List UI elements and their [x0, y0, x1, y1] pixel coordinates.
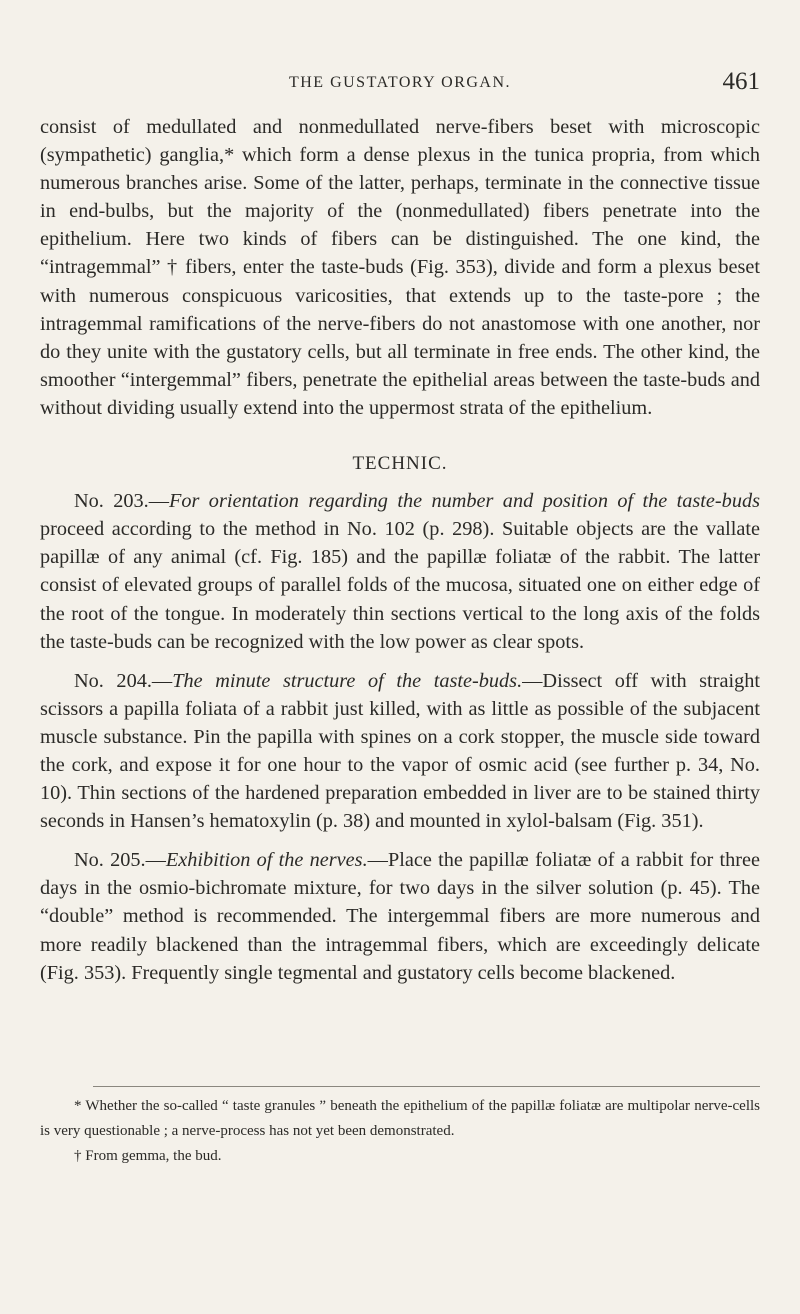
body-text [40, 113, 760, 987]
technic-paragraph-203: No. 203.—For orientation regarding the number and position of the taste-buds proceed according to the method in No. 102 (p. 298). Suitable objects are the vallate papillæ of any animal (cf. Fig. 185) and the papillæ foliatæ of the rabbit. The latter consist of elevated groups of parallel folds of the mucosa, situated one on either edge of the root of the tongue. In moderately thin sections vertical to the long axis of the folds the taste-buds can be recognized with the low power as clear spots. [40, 490, 761, 653]
technic-paragraph-204: No. 204.—The minute structure of the taste-buds.—Dissect off with straight scissors a papilla foliata of a rabbit just killed, with as little as possible of the subjacent muscle substance. Pin the papilla with spines on a cork stopper, the muscle side toward the cork, and expose it for one hour to the vapor of osmic acid (see further p. 34, No. 10). Thin sections of the hardened preparation embedded in liver are to be stained thirty seconds in Hansen’s hematoxylin (p. 38) and mounted in xylol-balsam (Fig. 351). [40, 669, 760, 833]
page-number: 461 [722, 68, 760, 95]
technic-number: No. 204. [74, 669, 152, 692]
technic-paragraph-205: No. 205.—Exhibition of the nerves.—Place the papillæ foliatæ of a rabbit for three days in the osmio-bichromate mixture, for two days in the silver solution (p. 45). The “double” method is recommended. The intergemmal fibers are more numerous and more readily blackened than the intragemmal fibers, which are exceedingly delicate (Fig. 353). Frequently single tegmental and gustatory cells become blackened. [40, 849, 760, 984]
technic-text: Dissect off with straight scissors a papilla foliata of a rabbit just killed, with as little as possible of the subjacent muscle substance. Pin the papilla with spines on a cork stopper, the muscle side toward the cork, and expose it for one hour to the vapor of osmic acid (see further p. 34, No. 10). Thin sections of the hardened preparation embedded in liver are to be stained thirty seconds in Hansen’s hematoxylin (p. 38) and mounted in xylol-balsam (Fig. 351). [40, 669, 760, 833]
section-heading: TECHNIC. [352, 453, 448, 475]
technic-text: proceed according to the method in No. 102 (p. 298). Suitable objects are the vallate papillæ of any animal (cf. Fig. 185) and the papillæ foliatæ of the rabbit. The latter consist of elevated groups of parallel folds of the mucosa, situated one on either edge of the root of the tongue. In moderately thin sections vertical to the long axis of the folds the taste-buds can be recognized with the low power as clear spots. [40, 518, 760, 653]
page-header [40, 68, 760, 102]
footnote-rule [93, 1086, 760, 1087]
technic-number: No. 203. [74, 490, 149, 513]
footnote-dagger: † From gemma, the bud. [74, 1148, 222, 1164]
technic-text: Place the papillæ foliatæ of a rabbit for three days in the osmio-bichromate mixture, for two days in the silver solution (p. 45). The “double” method is recommended. The intergemmal fibers are more numerous and more readily blackened than the intragemmal fibers, which are exceedingly delicate (Fig. 353). Frequently single tegmental and gustatory cells become blackened. [40, 849, 760, 984]
running-title: THE GUSTATORY ORGAN. [288, 74, 512, 91]
technic-number: No. 205. [74, 849, 146, 872]
intro-paragraph: consist of medullated and nonmedullated nerve-fibers beset with microscopic (sympathetic) ganglia,* which form a dense plexus in the tunica propria, from which numerous branches arise. Some of the latter, perhaps, terminate in the connective tissue in end-bulbs, but the majority of the (nonmedullated) fibers penetrate into the epithelium. Here two kinds of fibers can be distinguished. The one kind, the “intragemmal” † fibers, enter the taste-buds (Fig. 353), divide and form a plexus beset with numerous conspicuous varicosities, that extends up to the taste-pore ; the intragemmal ramifications of the nerve-fibers do not anastomose with one another, nor do they unite with the gustatory cells, but all terminate in free ends. The other kind, the smoother “intergemmal” fibers, penetrate the epithelial areas between the taste-buds and without dividing usually extend into the uppermost strata of the epithelium. [40, 116, 760, 419]
technic-title: For orientation regarding the number and position of the taste-buds [169, 490, 761, 513]
technic-title: Exhibition of the nerves. [165, 849, 368, 872]
technic-title: The minute structure of the taste-buds. [172, 669, 523, 692]
footnotes [40, 1094, 760, 1169]
footnote-asterisk: * Whether the so-called “ taste granules ” beneath the epithelium of the papillæ foliatæ are multipolar nerve-cells is very questionable ; a nerve-process has not yet been demonstrated. [40, 1098, 760, 1139]
